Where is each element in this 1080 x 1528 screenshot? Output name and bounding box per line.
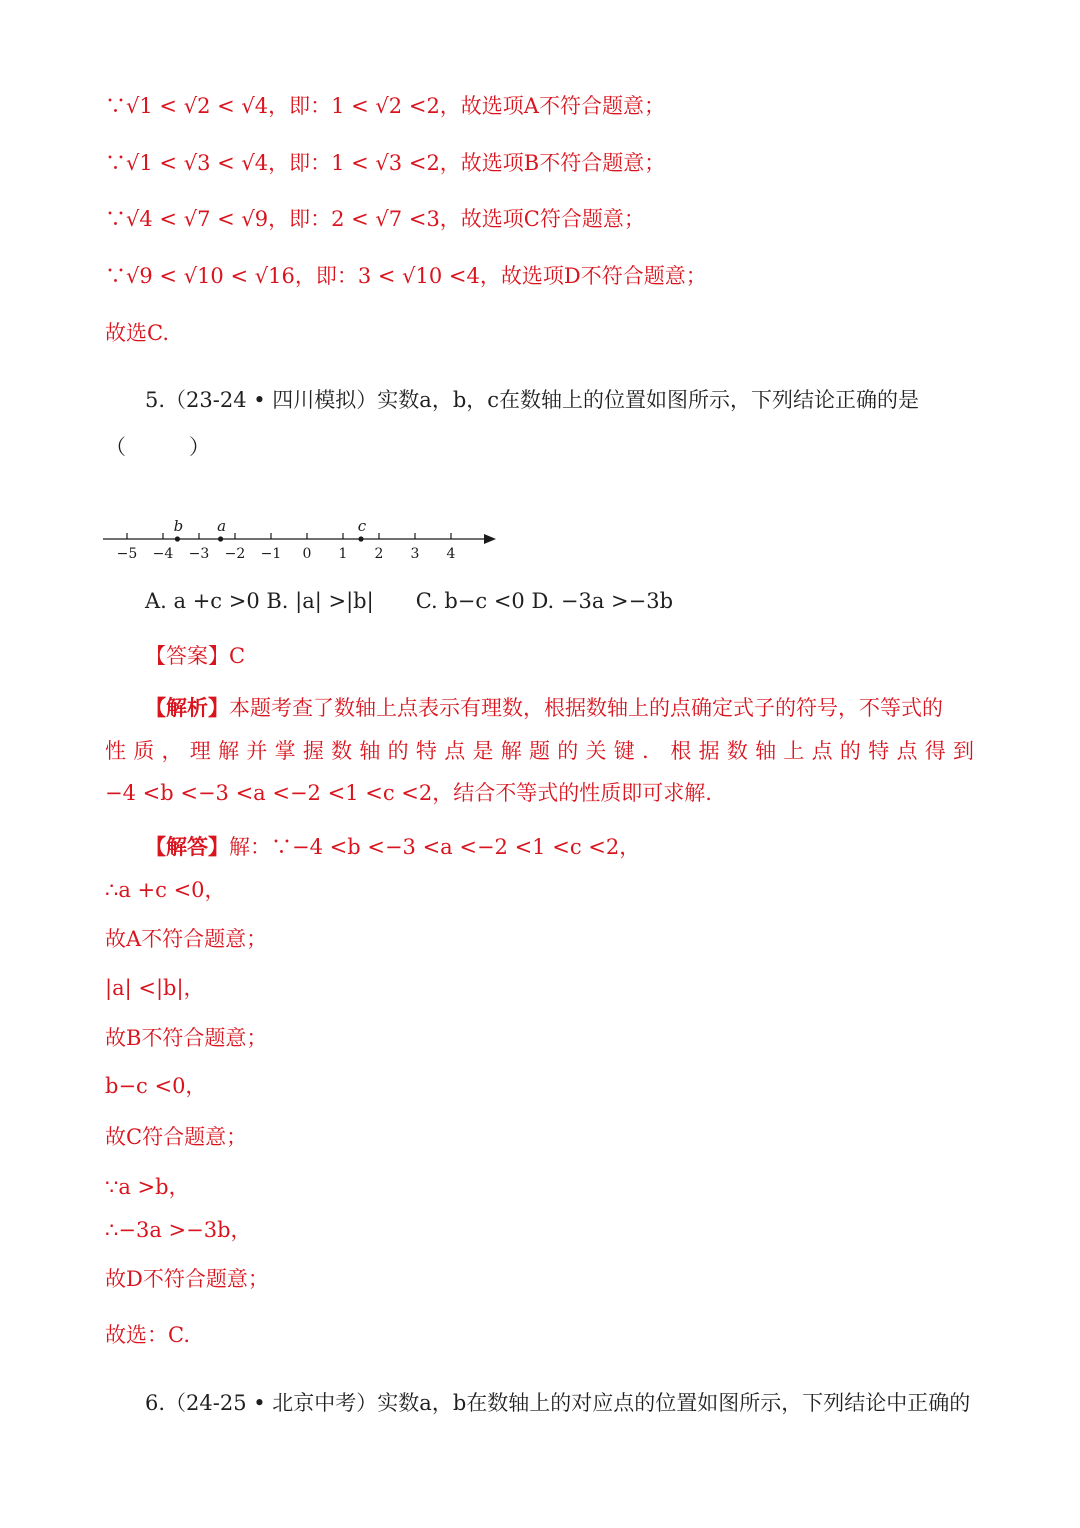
solution-line-c: ∵√4 < √7 < √9，即：2 < √7 <3，故选项C符合题意； <box>105 207 645 231</box>
solution-line-b: ∵√1 < √3 < √4，即：1 < √3 <2，故选项B不符合题意； <box>105 151 666 175</box>
analysis-line-3: −4 <b <−3 <a <−2 <1 <c <2，结合不等式的性质即可求解. <box>105 781 712 805</box>
solution-step: 故D不符合题意； <box>105 1267 269 1291</box>
number-line-tick-label: −3 <box>188 546 210 562</box>
solution-line-d: ∵√9 < √10 < √16，即：3 < √10 <4，故选项D不符合题意； <box>105 264 707 288</box>
number-line-point-label: b <box>173 517 184 535</box>
analysis-line-1 <box>145 693 977 723</box>
analysis-line-2: 性质，理解并掌握数轴的特点是解题的关键．根据数轴上点的特点得到 <box>105 739 977 763</box>
number-line-point-c <box>358 536 363 541</box>
solution-step: b−c <0， <box>105 1074 207 1098</box>
number-line-tick-label: −5 <box>116 546 138 562</box>
solution-label: 【解答】 <box>145 834 229 859</box>
solution-step: 故A不符合题意； <box>105 927 268 951</box>
number-line-figure <box>100 510 505 570</box>
number-line-point-a <box>218 536 223 541</box>
question-5-blank: （ ） <box>105 435 210 459</box>
solution-first-line <box>145 832 640 862</box>
number-line-point-label: a <box>217 517 227 535</box>
number-line-tick-label: −1 <box>260 546 282 562</box>
solution-step: ∴−3a >−3b， <box>105 1218 252 1242</box>
answer-line: 【答案】C <box>145 644 246 668</box>
number-line-tick-label: 1 <box>338 546 348 562</box>
solution-step: |a| <|b|， <box>105 976 205 1000</box>
solution-step: ∴a +c <0， <box>105 878 226 902</box>
analysis-text-1: 本题考查了数轴上点表示有理数，根据数轴上的点确定式子的符号，不等式的 <box>229 696 943 720</box>
question-5-stem: 5.（23-24 • 四川模拟）实数a，b，c在数轴上的位置如图所示，下列结论正确的是 <box>145 388 920 412</box>
solution-step: 故B不符合题意； <box>105 1026 268 1050</box>
solution-step: ∵a >b， <box>105 1175 190 1199</box>
number-line-point-label: c <box>357 517 367 535</box>
solution-conclusion: 故选C. <box>105 321 169 345</box>
solution-step: 故选：C. <box>105 1323 190 1347</box>
solution-step: 故C符合题意； <box>105 1125 248 1149</box>
number-line-tick-label: −2 <box>224 546 246 562</box>
number-line-tick-label: 2 <box>374 546 384 562</box>
question-6-stem: 6.（24-25 • 北京中考）实数a，b在数轴上的对应点的位置如图所示，下列结论中正确的 <box>145 1391 971 1415</box>
number-line-tick-label: 4 <box>446 546 456 562</box>
number-line-tick-label: 0 <box>302 546 312 562</box>
number-line-tick-label: 3 <box>410 546 420 562</box>
solution-first-text: 解：∵−4 <b <−3 <a <−2 <1 <c <2， <box>229 835 641 859</box>
number-line-point-b <box>175 536 180 541</box>
number-line-arrow <box>484 534 496 544</box>
number-line-tick-label: −4 <box>152 546 174 562</box>
solution-line-a: ∵√1 < √2 < √4，即：1 < √2 <2，故选项A不符合题意； <box>105 94 665 118</box>
analysis-label: 【解析】 <box>145 695 229 720</box>
question-5-options: A. a +c >0 B. |a| >|b| C. b−c <0 D. −3a >−3b <box>145 589 674 613</box>
